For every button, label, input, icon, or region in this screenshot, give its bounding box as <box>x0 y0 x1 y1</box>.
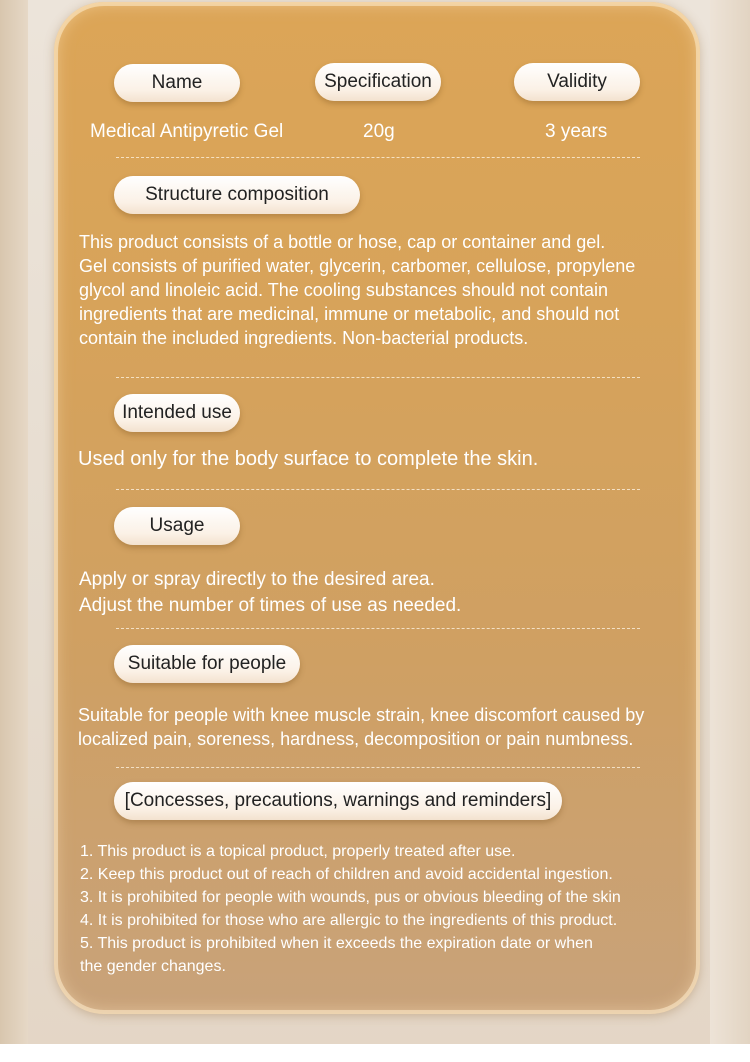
bottom-strip <box>0 1044 750 1062</box>
specification-label-pill: Specification <box>315 63 441 101</box>
suitable-for-people-pill: Suitable for people <box>114 645 300 683</box>
intended-use-pill: Intended use <box>114 394 240 432</box>
structure-line: glycol and linoleic acid. The cooling substances should not contain <box>79 280 609 300</box>
structure-line: ingredients that are medicinal, immune or metabolic, and should not <box>79 304 620 324</box>
validity-label-pill: Validity <box>514 63 640 101</box>
section-divider <box>116 377 640 378</box>
warning-item: 4. It is prohibited for those who are allergic to the ingredients of this product. <box>80 912 618 929</box>
warnings-pill: [Concesses, precautions, warnings and reminders] <box>114 782 562 820</box>
suitable-for-people-text <box>78 703 644 751</box>
product-name-value: Medical Antipyretic Gel <box>90 121 284 142</box>
warning-item: 3. It is prohibited for people with wounds, pus or obvious bleeding of the skin <box>80 889 621 906</box>
intended-use-text: Used only for the body surface to complete the skin. <box>78 448 539 470</box>
structure-composition-pill: Structure composition <box>114 176 360 214</box>
warning-item: 5. This product is prohibited when it exceeds the expiration date or when <box>80 935 593 952</box>
warning-item: the gender changes. <box>80 958 226 975</box>
structure-line: contain the included ingredients. Non-bacterial products. <box>79 328 529 348</box>
warning-item: 2. Keep this product out of reach of children and avoid accidental ingestion. <box>80 866 613 883</box>
structure-line: This product consists of a bottle or hose, cap or container and gel. <box>79 232 606 252</box>
section-divider <box>116 628 640 629</box>
suitable-line: localized pain, soreness, hardness, decomposition or pain numbness. <box>78 729 634 749</box>
structure-line: Gel consists of purified water, glycerin, carbomer, cellulose, propylene <box>79 256 636 276</box>
warnings-list <box>80 840 621 978</box>
structure-composition-text <box>79 230 635 350</box>
background-left-panel <box>0 0 28 1062</box>
name-label-pill: Name <box>114 64 240 102</box>
suitable-line: Suitable for people with knee muscle strain, knee discomfort caused by <box>78 705 645 725</box>
specification-value: 20g <box>363 121 395 142</box>
warning-item: 1. This product is a topical product, properly treated after use. <box>80 843 516 860</box>
section-divider <box>116 489 640 490</box>
usage-line: Adjust the number of times of use as needed. <box>79 595 462 616</box>
usage-line: Apply or spray directly to the desired area. <box>79 569 435 590</box>
background-right-panel <box>710 0 750 1062</box>
section-divider <box>116 157 640 158</box>
validity-value: 3 years <box>545 121 608 142</box>
usage-text <box>79 567 461 619</box>
section-divider <box>116 767 640 768</box>
usage-pill: Usage <box>114 507 240 545</box>
